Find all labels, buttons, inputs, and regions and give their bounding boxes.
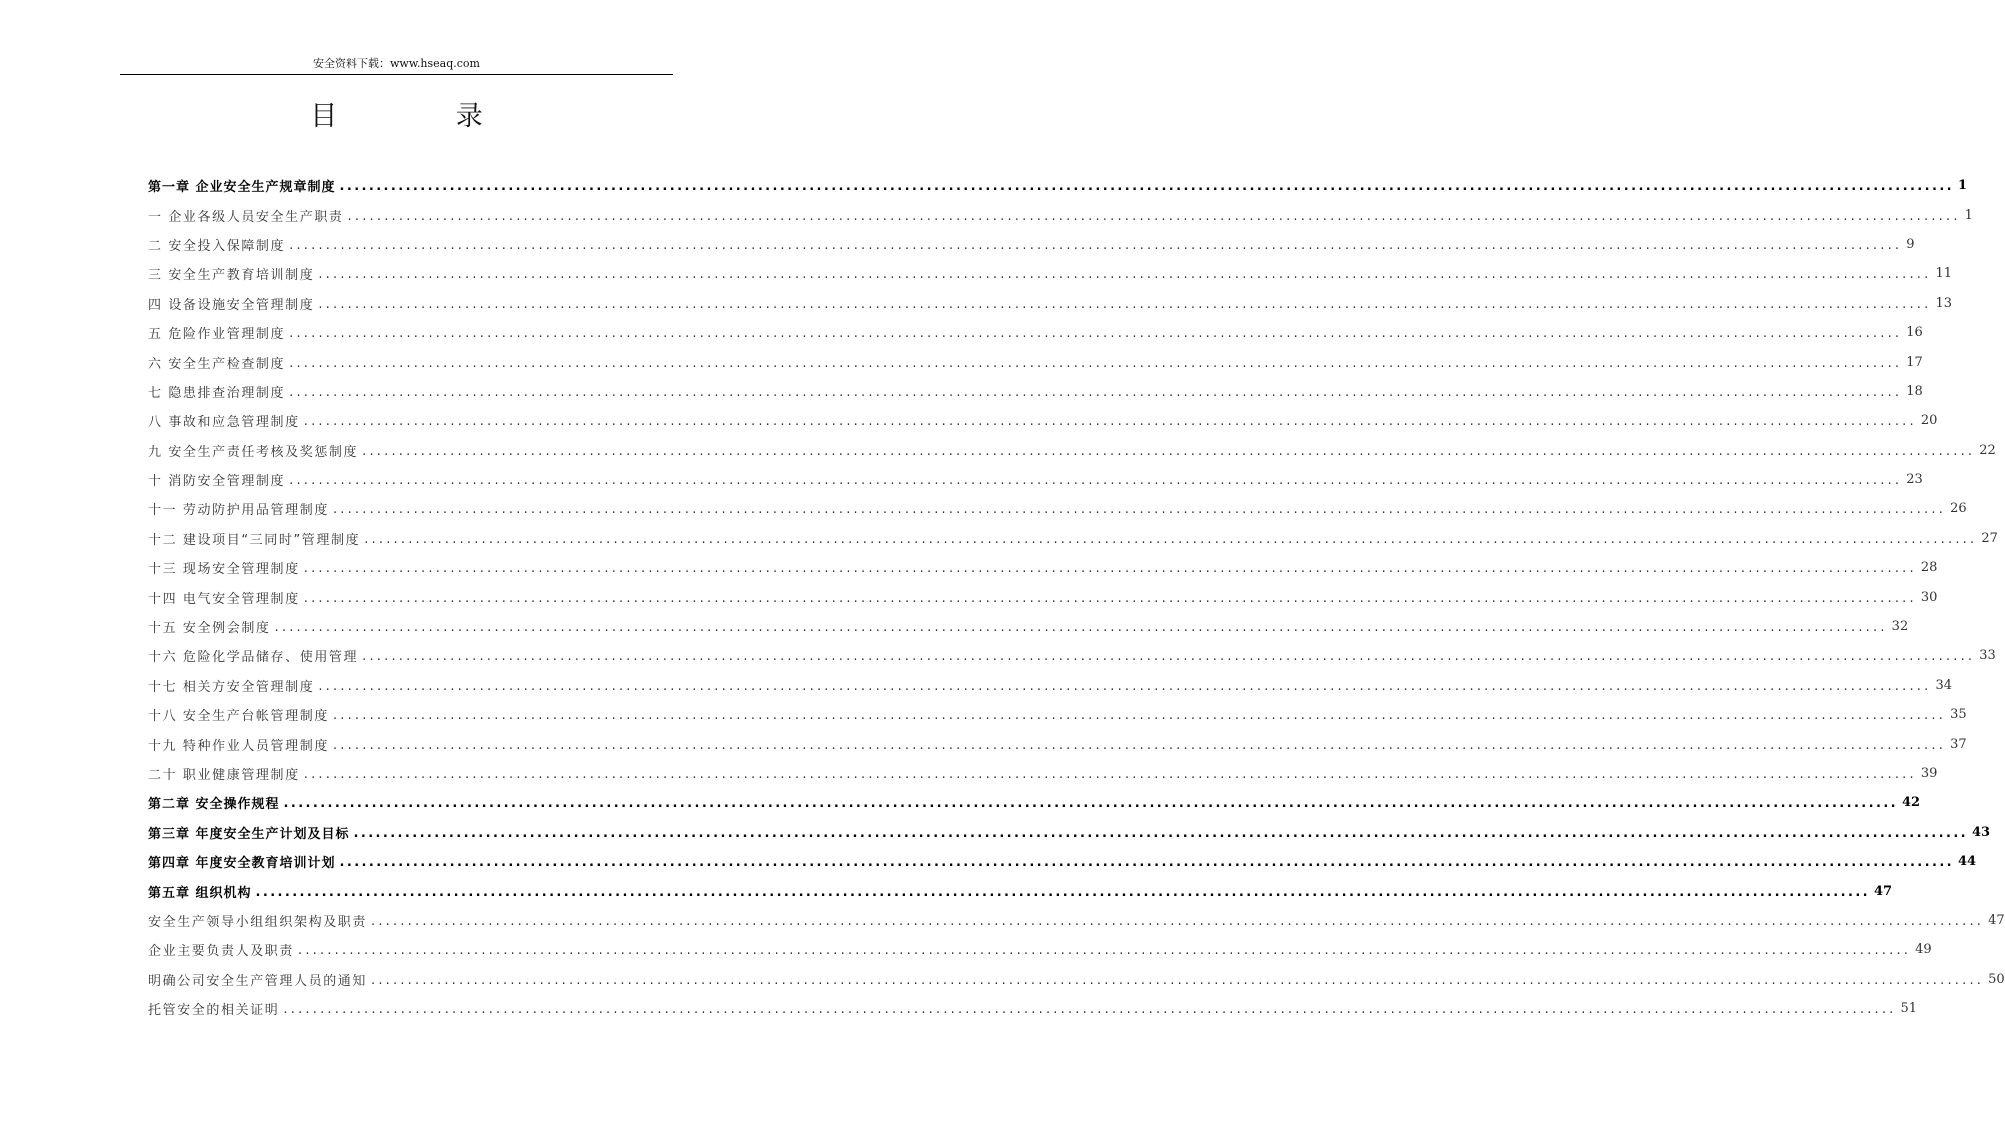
toc-entry-label: 十七 相关方安全管理制度 bbox=[148, 679, 315, 695]
toc-entry-label: 一 企业各级人员安全生产职责 bbox=[148, 209, 344, 225]
toc-entry[interactable] bbox=[148, 230, 1915, 259]
toc-entry[interactable] bbox=[148, 377, 1923, 406]
toc-entry-label: 十九 特种作业人员管理制度 bbox=[148, 738, 329, 754]
dot-leader: ............................................................................................................................................................................................................................ bbox=[339, 855, 1954, 871]
toc-entry[interactable] bbox=[148, 436, 1996, 465]
toc-entry-label: 二 安全投入保障制度 bbox=[148, 238, 286, 254]
toc-page-number: 16 bbox=[1906, 325, 1923, 341]
toc-entry[interactable] bbox=[148, 347, 1923, 376]
toc-entry-label: 明确公司安全生产管理人员的通知 bbox=[148, 973, 368, 989]
toc-entry-label: 企业主要负责人及职责 bbox=[148, 944, 295, 960]
toc-entry[interactable] bbox=[148, 289, 1953, 318]
toc-entry[interactable] bbox=[148, 465, 1923, 494]
dot-leader: ............................................................................................................................................................................................................................ bbox=[362, 649, 1976, 665]
toc-page-number: 27 bbox=[1981, 530, 1998, 546]
dot-leader: ............................................................................................................................................................................................................................ bbox=[353, 825, 1968, 841]
toc-entry[interactable] bbox=[148, 965, 2005, 994]
toc-entry[interactable] bbox=[148, 641, 1996, 670]
toc-page-number: 34 bbox=[1935, 677, 1953, 693]
toc-page-number: 11 bbox=[1935, 266, 1953, 282]
toc-chapter-entry[interactable] bbox=[148, 876, 1893, 905]
toc-page-number: 17 bbox=[1906, 354, 1923, 370]
dot-leader: ............................................................................................................................................................................................................................ bbox=[289, 473, 1903, 489]
dot-leader: ............................................................................................................................................................................................................................ bbox=[332, 737, 1947, 753]
dot-leader: ............................................................................................................................................................................................................................ bbox=[303, 561, 1917, 577]
toc-page-number: 13 bbox=[1935, 295, 1953, 311]
toc-entry-label: 五 危险作业管理制度 bbox=[148, 327, 286, 343]
toc-page-number: 23 bbox=[1906, 472, 1923, 488]
dot-leader: ............................................................................................................................................................................................................................ bbox=[371, 972, 1985, 988]
toc-chapter-entry[interactable] bbox=[148, 818, 1991, 847]
toc-entry-label: 十二 建设项目“三同时”管理制度 bbox=[148, 532, 361, 548]
dot-leader: ............................................................................................................................................................................................................................ bbox=[283, 1002, 1897, 1018]
toc-entry[interactable] bbox=[148, 759, 1938, 788]
toc-page-number: 1 bbox=[1958, 178, 1968, 194]
toc-page-number: 37 bbox=[1950, 736, 1967, 752]
toc-entry-label: 十一 劳动防护用品管理制度 bbox=[148, 503, 329, 519]
toc-entry-label: 十四 电气安全管理制度 bbox=[148, 591, 300, 607]
dot-leader: ............................................................................................................................................................................................................................ bbox=[289, 326, 1903, 342]
toc-entry[interactable] bbox=[148, 700, 1967, 729]
dot-leader: ............................................................................................................................................................................................................................ bbox=[289, 237, 1903, 253]
toc-entry-label: 第四章 年度安全教育培训计划 bbox=[148, 856, 336, 872]
dot-leader: ............................................................................................................................................................................................................................ bbox=[339, 179, 1954, 195]
toc-entry-label: 第五章 组织机构 bbox=[148, 885, 252, 901]
toc-title: 目 录 bbox=[310, 101, 538, 132]
toc-page-number: 51 bbox=[1900, 1001, 1918, 1017]
toc-entry[interactable] bbox=[148, 935, 1932, 964]
table-of-contents bbox=[148, 171, 2005, 1023]
toc-entry-label: 十五 安全例会制度 bbox=[148, 621, 271, 637]
toc-entry-label: 三 安全生产教育培训制度 bbox=[148, 268, 315, 284]
toc-chapter-entry[interactable] bbox=[148, 788, 1921, 817]
toc-entry-label: 七 隐患排查治理制度 bbox=[148, 385, 286, 401]
toc-page-number: 42 bbox=[1902, 795, 1921, 811]
dot-leader: ............................................................................................................................................................................................................................ bbox=[362, 443, 1976, 459]
dot-leader: ............................................................................................................................................................................................................................ bbox=[364, 531, 1978, 547]
toc-entry-label: 十三 现场安全管理制度 bbox=[148, 562, 300, 578]
toc-entry-label: 二十 职业健康管理制度 bbox=[148, 768, 300, 783]
toc-page-number: 49 bbox=[1915, 942, 1932, 958]
toc-entry[interactable] bbox=[148, 612, 1909, 641]
dot-leader: ............................................................................................................................................................................................................................ bbox=[289, 355, 1903, 371]
toc-entry[interactable] bbox=[148, 524, 1998, 553]
toc-entry-label: 第一章 企业安全生产规章制度 bbox=[148, 180, 336, 196]
dot-leader: ............................................................................................................................................................................................................................ bbox=[303, 767, 1917, 782]
toc-page-number: 28 bbox=[1920, 560, 1938, 576]
toc-entry-label: 八 事故和应急管理制度 bbox=[148, 415, 300, 431]
toc-entry-label: 第二章 安全操作规程 bbox=[148, 797, 280, 813]
dot-leader: ............................................................................................................................................................................................................................ bbox=[303, 590, 1917, 606]
toc-entry-label: 九 安全生产责任考核及奖惩制度 bbox=[148, 444, 359, 460]
toc-entry[interactable] bbox=[148, 318, 1923, 347]
dot-leader: ............................................................................................................................................................................................................................ bbox=[283, 796, 1898, 812]
toc-entry[interactable] bbox=[148, 582, 1938, 611]
toc-page-number: 9 bbox=[1906, 236, 1915, 252]
toc-page-number: 30 bbox=[1920, 589, 1938, 605]
toc-entry-label: 托管安全的相关证明 bbox=[148, 1003, 280, 1019]
dot-leader: ............................................................................................................................................................................................................................ bbox=[298, 943, 1912, 959]
toc-page-number: 43 bbox=[1972, 824, 1991, 840]
toc-entry[interactable] bbox=[148, 553, 1938, 582]
toc-entry[interactable] bbox=[148, 671, 1953, 700]
toc-page-number: 47 bbox=[1988, 912, 2005, 928]
dot-leader: ............................................................................................................................................................................................................................ bbox=[274, 620, 1888, 636]
dot-leader: ............................................................................................................................................................................................................................ bbox=[303, 414, 1917, 430]
toc-page-number: 39 bbox=[1920, 766, 1938, 781]
toc-entry[interactable] bbox=[148, 200, 1973, 229]
dot-leader: ............................................................................................................................................................................................................................ bbox=[318, 296, 1932, 312]
toc-entry[interactable] bbox=[148, 729, 1967, 758]
toc-page-number: 32 bbox=[1891, 619, 1909, 635]
toc-entry-label: 第三章 年度安全生产计划及目标 bbox=[148, 826, 350, 842]
toc-page-number: 35 bbox=[1950, 707, 1967, 723]
toc-entry[interactable] bbox=[148, 994, 1918, 1023]
dot-leader: ............................................................................................................................................................................................................................ bbox=[332, 502, 1947, 518]
dot-leader: ............................................................................................................................................................................................................................ bbox=[318, 678, 1932, 694]
toc-page-number: 18 bbox=[1906, 383, 1923, 399]
toc-chapter-entry[interactable] bbox=[148, 847, 1977, 876]
toc-entry-label: 四 设备设施安全管理制度 bbox=[148, 297, 315, 313]
toc-entry-label: 十六 危险化学品储存、使用管理 bbox=[148, 650, 359, 666]
toc-entry-label: 十八 安全生产台帐管理制度 bbox=[148, 709, 329, 725]
toc-page-number: 47 bbox=[1874, 883, 1893, 899]
toc-entry[interactable] bbox=[148, 406, 1938, 435]
toc-page-number: 50 bbox=[1988, 971, 2005, 987]
toc-page-number: 44 bbox=[1958, 854, 1977, 870]
dot-leader: ............................................................................................................................................................................................................................ bbox=[255, 884, 1870, 900]
toc-entry-label: 十 消防安全管理制度 bbox=[148, 474, 286, 490]
toc-entry-label: 六 安全生产检查制度 bbox=[148, 356, 286, 372]
toc-page-number: 26 bbox=[1950, 501, 1967, 517]
toc-entry[interactable] bbox=[148, 259, 1953, 288]
toc-page-number: 20 bbox=[1920, 413, 1938, 429]
dot-leader: ............................................................................................................................................................................................................................ bbox=[289, 384, 1903, 400]
toc-page-number: 33 bbox=[1979, 648, 1996, 664]
dot-leader: ............................................................................................................................................................................................................................ bbox=[371, 913, 1985, 929]
page-header: 安全资料下载：www.hseaq.com bbox=[313, 57, 480, 70]
toc-page-number: 22 bbox=[1979, 442, 1996, 458]
dot-leader: ............................................................................................................................................................................................................................ bbox=[318, 267, 1932, 283]
toc-entry-label: 安全生产领导小组组织架构及职责 bbox=[148, 914, 368, 930]
toc-entry[interactable] bbox=[148, 494, 1967, 523]
header-rule bbox=[120, 74, 673, 75]
dot-leader: ............................................................................................................................................................................................................................ bbox=[332, 708, 1947, 724]
toc-chapter-entry[interactable] bbox=[148, 171, 1968, 200]
dot-leader: ............................................................................................................................................................................................................................ bbox=[347, 208, 1961, 224]
toc-page-number: 1 bbox=[1964, 207, 1973, 223]
toc-entry[interactable] bbox=[148, 906, 2005, 935]
